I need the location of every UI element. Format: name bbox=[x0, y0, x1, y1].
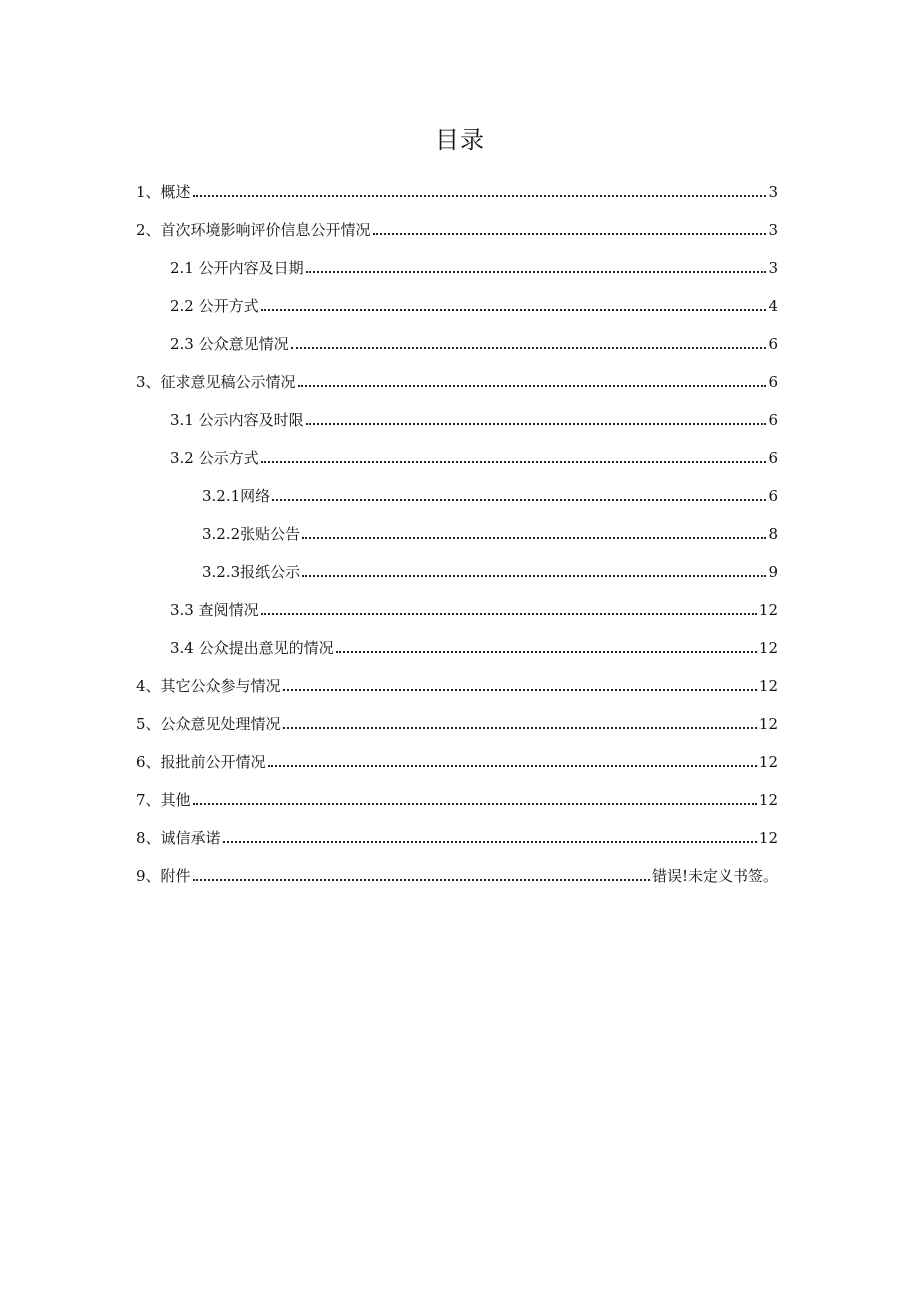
toc-entry[interactable] bbox=[136, 282, 778, 320]
toc-entry[interactable] bbox=[136, 206, 778, 244]
toc-entry-text: 4、其它公众参与情况 bbox=[136, 677, 281, 695]
toc-entry-text: 2、首次环境影响评价信息公开情况 bbox=[136, 221, 371, 239]
toc-page-number: 12 bbox=[758, 677, 778, 695]
toc-entry[interactable] bbox=[136, 434, 778, 472]
toc-entry[interactable] bbox=[136, 168, 778, 206]
toc-page-number: 12 bbox=[758, 715, 778, 733]
toc-entry[interactable] bbox=[136, 320, 778, 358]
toc-dot-leader bbox=[306, 271, 767, 273]
toc-entry-text: 3.2.3报纸公示 bbox=[202, 563, 301, 581]
toc-page-number: 6 bbox=[768, 411, 778, 429]
toc-dot-leader bbox=[298, 385, 767, 387]
toc-page-number: 12 bbox=[758, 791, 778, 809]
toc-dot-leader bbox=[283, 689, 757, 691]
toc-dot-leader bbox=[261, 309, 767, 311]
toc-entry[interactable] bbox=[136, 510, 778, 548]
toc-entry[interactable] bbox=[136, 548, 778, 586]
toc-page-number: 3 bbox=[768, 183, 778, 201]
toc-dot-leader bbox=[302, 575, 766, 577]
toc-entry-text: 7、其他 bbox=[136, 791, 191, 809]
toc-dot-leader bbox=[336, 651, 757, 653]
toc-dot-leader bbox=[268, 765, 757, 767]
toc-page-number: 错误!未定义书签。 bbox=[651, 867, 778, 885]
toc-dot-leader bbox=[283, 727, 757, 729]
toc-entry-text: 3.1 公示内容及时限 bbox=[170, 411, 304, 429]
toc-entry[interactable] bbox=[136, 700, 778, 738]
toc-entry-text: 3.4 公众提出意见的情况 bbox=[170, 639, 334, 657]
toc-page-number: 3 bbox=[768, 221, 778, 239]
toc-entry-text: 3.3 查阅情况 bbox=[170, 601, 259, 619]
toc-dot-leader bbox=[291, 347, 767, 349]
toc-entry[interactable] bbox=[136, 852, 778, 890]
toc-list bbox=[136, 168, 778, 890]
toc-entry[interactable] bbox=[136, 396, 778, 434]
toc-dot-leader bbox=[261, 613, 757, 615]
toc-entry[interactable] bbox=[136, 358, 778, 396]
toc-entry-text: 3.2 公示方式 bbox=[170, 449, 259, 467]
toc-entry-text: 2.3 公众意见情况 bbox=[170, 335, 289, 353]
toc-dot-leader bbox=[193, 803, 757, 805]
toc-page-number: 12 bbox=[758, 639, 778, 657]
toc-page-number: 9 bbox=[768, 563, 778, 581]
toc-title: 目录 bbox=[435, 126, 485, 154]
toc-page-number: 12 bbox=[758, 829, 778, 847]
toc-entry-text: 3、征求意见稿公示情况 bbox=[136, 373, 296, 391]
toc-page-number: 3 bbox=[768, 259, 778, 277]
toc-dot-leader bbox=[193, 195, 767, 197]
toc-entry-text: 3.2.1网络 bbox=[202, 487, 271, 505]
toc-dot-leader bbox=[373, 233, 767, 235]
toc-dot-leader bbox=[302, 537, 766, 539]
toc-dot-leader bbox=[223, 841, 757, 843]
toc-entry-text: 3.2.2张贴公告 bbox=[202, 525, 301, 543]
toc-entry[interactable] bbox=[136, 244, 778, 282]
toc-entry[interactable] bbox=[136, 624, 778, 662]
toc-entry-text: 6、报批前公开情况 bbox=[136, 753, 266, 771]
toc-dot-leader bbox=[306, 423, 767, 425]
toc-page-number: 12 bbox=[758, 601, 778, 619]
toc-entry-text: 2.1 公开内容及日期 bbox=[170, 259, 304, 277]
toc-page-number: 6 bbox=[768, 487, 778, 505]
toc-entry[interactable] bbox=[136, 814, 778, 852]
toc-entry-text: 5、公众意见处理情况 bbox=[136, 715, 281, 733]
toc-entry-text: 2.2 公开方式 bbox=[170, 297, 259, 315]
toc-dot-leader bbox=[193, 879, 650, 881]
toc-page-number: 6 bbox=[768, 335, 778, 353]
toc-entry-text: 8、诚信承诺 bbox=[136, 829, 221, 847]
toc-entry-text: 1、概述 bbox=[136, 183, 191, 201]
toc-page-number: 6 bbox=[768, 373, 778, 391]
toc-entry[interactable] bbox=[136, 586, 778, 624]
toc-page-number: 6 bbox=[768, 449, 778, 467]
toc-entry[interactable] bbox=[136, 472, 778, 510]
toc-entry[interactable] bbox=[136, 662, 778, 700]
toc-entry-text: 9、附件 bbox=[136, 867, 191, 885]
toc-dot-leader bbox=[272, 499, 766, 501]
toc-entry[interactable] bbox=[136, 738, 778, 776]
toc-entry[interactable] bbox=[136, 776, 778, 814]
toc-page-number: 8 bbox=[768, 525, 778, 543]
toc-page-number: 12 bbox=[758, 753, 778, 771]
toc-page-number: 4 bbox=[768, 297, 778, 315]
toc-dot-leader bbox=[261, 461, 767, 463]
